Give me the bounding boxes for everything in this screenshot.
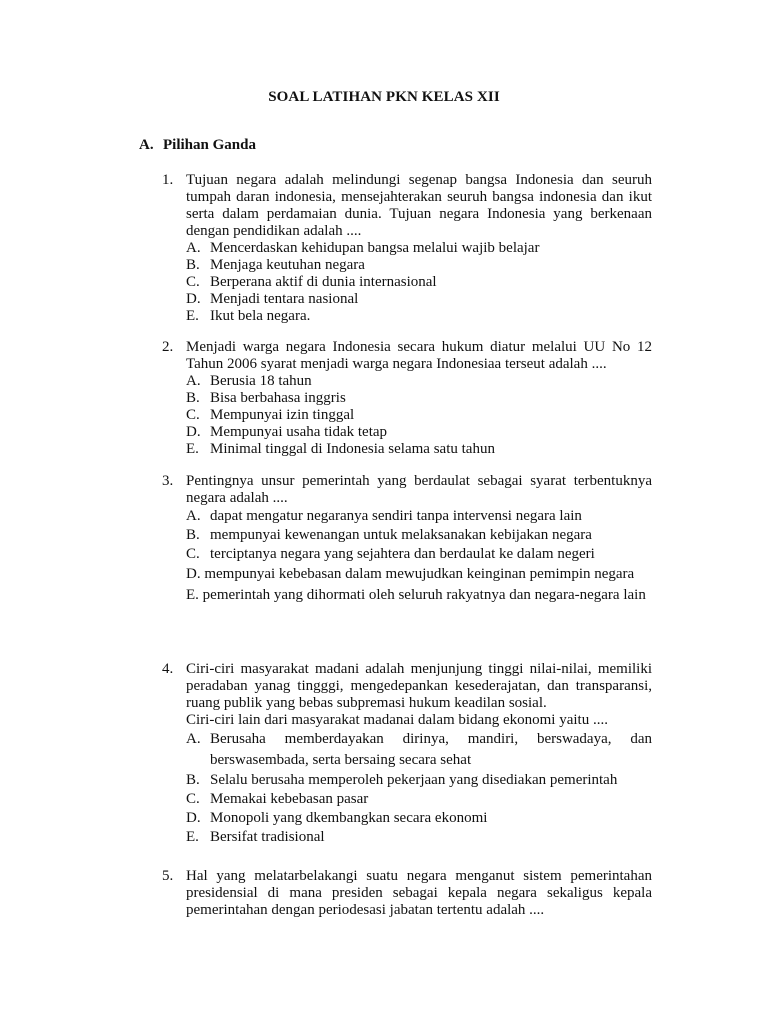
question-stem-followup: Ciri-ciri lain dari masyarakat madanai dalam bidang ekonomi yaitu .... [186,712,608,728]
option-letter: A. [186,731,201,747]
question-number: 2. [162,339,174,355]
option-d [186,291,652,308]
option-text: Minimal tinggal di Indonesia selama satu tahun [210,441,495,457]
option-letter: A. [186,240,201,256]
question-stem: Menjadi warga negara Indonesia secara hukum diatur melalui UU No 12 Tahun 2006 syarat menjadi warga negara Indonesiaa terseut adalah .... [186,339,652,372]
option-text: Selalu berusaha memperoleh pekerjaan yang disediakan pemerintah [210,772,618,788]
option-c [186,274,652,291]
option-e [186,828,652,847]
option-letter: D. [186,291,201,307]
option-text: mempunyai kebebasan dalam mewujudkan keinginan pemimpin negara [204,566,635,582]
option-list [186,507,652,606]
option-c [186,790,652,809]
option-letter: C. [186,791,200,807]
question-stem: Hal yang melatarbelakangi suatu negara menganut sistem pemerintahan presidensial di mana presiden sebagai kepala negara sekaligus kepala pemerintahan dengan periodesasi jabatan tertentu adalah .... [186,868,652,918]
section-heading [139,137,256,154]
option-b [186,390,652,407]
option-d [186,424,652,441]
option-text: Mempunyai usaha tidak tetap [210,424,388,440]
option-letter: D. [186,424,201,440]
question-stem: Ciri-ciri masyarakat madani adalah menjunjung tinggi nilai-nilai, memiliki peradaban yanag tingggi, mengedepankan kesederajatan, dan transparansi, ruang publik yang bebas subpremasi hukum keadilan sosial. [186,661,652,711]
option-letter: D. [186,810,201,826]
option-e [186,441,652,458]
option-b [186,257,652,274]
option-text: Mencerdaskan kehidupan bangsa melalui wajib belajar [210,240,540,256]
question-5 [162,868,652,919]
option-letter: E. [186,308,199,324]
option-a [186,240,652,257]
option-letter: E. [186,587,199,603]
option-text: Berusia 18 tahun [210,373,312,389]
option-text: dapat mengatur negaranya sendiri tanpa intervensi negara lain [210,508,582,524]
option-a [186,373,652,390]
option-text: Berusaha memberdayakan dirinya, mandiri, berswadaya, dan berswasembada, serta bersaing secara sehat [210,731,652,768]
option-text: Menjadi tentara nasional [210,291,359,307]
question-number: 1. [162,172,174,188]
option-d [186,809,652,828]
question-4 [162,661,652,847]
section-letter: A. [139,137,154,153]
option-letter: C. [186,274,200,290]
option-c [186,407,652,424]
option-text: Mempunyai izin tinggal [210,407,355,423]
option-b [186,771,652,790]
option-text: Bersifat tradisional [210,829,325,845]
option-letter: C. [186,546,200,562]
option-a [186,729,652,771]
question-stem: Tujuan negara adalah melindungi segenap bangsa Indonesia dan seuruh tumpah daran indonesia, mensejahterakan seuruh bangsa indonesia dan ikut serta dalam perdamaian dunia. Tujuan negara Indonesia yang berkenaan dengan pendidikan adalah .... [186,172,652,239]
option-letter: B. [186,390,200,406]
option-letter: B. [186,527,200,543]
option-text: terciptanya negara yang sejahtera dan berdaulat ke dalam negeri [210,546,595,562]
option-text: pemerintah yang dihormati oleh seluruh rakyatnya dan negara-negara lain [202,587,646,603]
option-list [186,240,652,325]
option-text: Memakai kebebasan pasar [210,791,369,807]
option-e [186,585,652,606]
section-label: Pilihan Ganda [163,137,256,153]
option-text: Berperana aktif di dunia internasional [210,274,437,290]
question-3 [162,473,652,606]
option-letter: E. [186,829,199,845]
option-text: mempunyai kewenangan untuk melaksanakan kebijakan negara [210,527,592,543]
option-list [186,729,652,847]
option-letter: A. [186,508,201,524]
question-number: 5. [162,868,174,884]
option-a [186,507,652,526]
option-letter: C. [186,407,200,423]
option-letter: D. [186,566,201,582]
option-letter: B. [186,257,200,273]
question-2 [162,339,652,458]
option-letter: E. [186,441,199,457]
document-title: SOAL LATIHAN PKN KELAS XII [268,89,500,105]
option-text: Bisa berbahasa inggris [210,390,346,406]
question-1 [162,172,652,325]
option-d [186,564,652,585]
option-text: Monopoli yang dkembangkan secara ekonomi [210,810,488,826]
option-b [186,526,652,545]
question-stem: Pentingnya unsur pemerintah yang berdaulat sebagai syarat terbentuknya negara adalah .... [186,473,652,506]
option-letter: A. [186,373,201,389]
question-number: 4. [162,661,174,677]
option-letter: B. [186,772,200,788]
question-number: 3. [162,473,174,489]
option-text: Menjaga keutuhan negara [210,257,365,273]
option-list [186,373,652,458]
option-c [186,545,652,564]
option-e [186,308,652,325]
option-text: Ikut bela negara. [210,308,311,324]
